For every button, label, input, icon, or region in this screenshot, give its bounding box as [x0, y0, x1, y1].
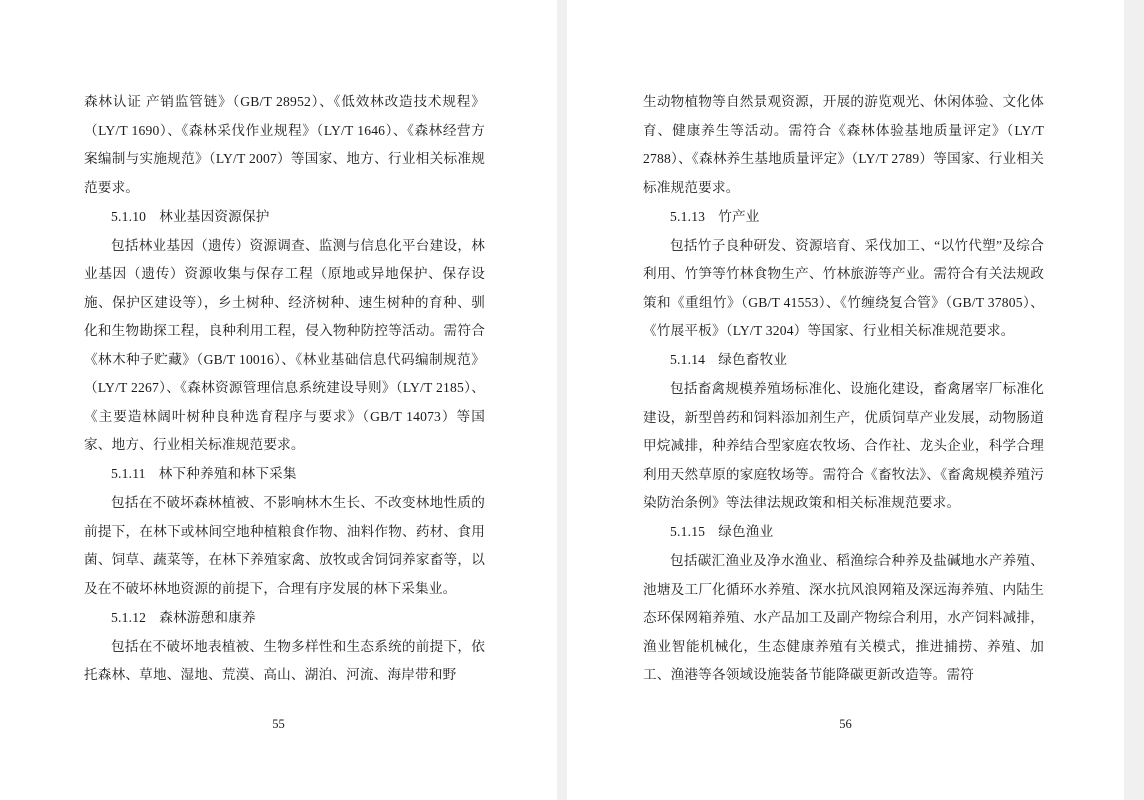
- section-number: 5.1.13: [670, 208, 706, 224]
- paragraph: 包括在不破坏地表植被、生物多样性和生态系统的前提下，依托森林、草地、湿地、荒漠、高山、湖泊、河流、海岸带和野: [84, 638, 485, 682]
- section-number: 5.1.11: [111, 466, 146, 481]
- page-56: [567, 0, 1124, 800]
- paragraph: 包括林业基因（遗传）资源调查、监测与信息化平台建设，林业基因（遗传）资源收集与保存工程（原地或异地保护、保存设施、保护区建设等），乡土树种、经济树种、速生树种的育种、驯化和生物勘探工程，良种利用工程，侵入物种防控等活动。需符合《林木种子贮藏》（GB/T 10016）、《林业基础信息代码编制规范》（LY/T 2267）、《森林资源管理信息系统建设导则》（LY/T 2185）、《主要造林阔叶树种良种选育程序与要求》（GB/T 14073）等国家、地方、行业相关标准规范要求。: [84, 237, 485, 452]
- page-number: 55: [272, 717, 285, 731]
- section-title: 绿色畜牧业: [718, 352, 788, 367]
- section-number: 5.1.15: [670, 524, 706, 539]
- section-heading: [84, 460, 485, 489]
- section-title: 绿色渔业: [718, 524, 774, 539]
- section-number: 5.1.12: [111, 609, 147, 625]
- section-title: 林业基因资源保护: [159, 208, 270, 224]
- section-title: 林下种养殖和林下采集: [158, 466, 297, 481]
- section-number: 5.1.10: [111, 208, 147, 224]
- paragraph: 包括竹子良种研发、资源培育、采伐加工、“以竹代塑”及综合利用、竹笋等竹林食物生产、竹林旅游等产业。需符合有关法规政策和《重组竹》（GB/T 41553）、《竹缠绕复合管》（GB/T 37805）、《竹展平板》（LY/T 3204）等国家、行业相关标准规范要求。: [643, 237, 1044, 338]
- section-heading: [643, 518, 1044, 547]
- paragraph: 包括在不破坏森林植被、不影响林木生长、不改变林地性质的前提下，在林下或林间空地种植粮食作物、油料作物、药材、食用菌、饲草、蔬菜等，在林下养殖家禽、放牧或舍饲饲养家畜等，以及在不破坏林地资源的前提下，合理有序发展的林下采集业。: [84, 495, 485, 596]
- page-55-body: [0, 88, 557, 690]
- section-heading: [84, 604, 485, 633]
- section-number: 5.1.14: [670, 352, 706, 367]
- paragraph: 森林认证 产销监管链》（GB/T 28952）、《低效林改造技术规程》（LY/T 1690）、《森林采伐作业规程》（LY/T 1646）、《森林经营方案编制与实施规范》（LY/T 2007）等国家、地方、行业相关标准规范要求。: [84, 94, 485, 195]
- section-heading: [643, 203, 1044, 232]
- paragraph: 包括碳汇渔业及净水渔业、稻渔综合种养及盐碱地水产养殖、池塘及工厂化循环水养殖、深水抗风浪网箱及深远海养殖、内陆生态环保网箱养殖、水产品加工及副产物综合利用，水产饲料减排，渔业智能机械化，生态健康养殖有关模式，推进捕捞、养殖、加工、渔港等各领域设施装备节能降碳更新改造等。需符: [643, 553, 1044, 682]
- page-55: [0, 0, 557, 800]
- section-heading: [643, 346, 1044, 375]
- section-heading: [84, 203, 485, 232]
- section-title: 森林游憩和康养: [159, 609, 256, 625]
- page-gutter: [557, 0, 567, 800]
- page-number: 56: [839, 717, 852, 731]
- section-title: 竹产业: [718, 208, 760, 224]
- paragraph: 生动物植物等自然景观资源，开展的游览观光、休闲体验、文化体育、健康养生等活动。需符合《森林体验基地质量评定》（LY/T 2788）、《森林养生基地质量评定》（LY/T 2789）等国家、行业相关标准规范要求。: [643, 94, 1044, 195]
- page-56-body: [567, 88, 1124, 690]
- paragraph: 包括畜禽规模养殖场标准化、设施化建设，畜禽屠宰厂标准化建设，新型兽药和饲料添加剂生产，优质饲草产业发展，动物肠道甲烷减排，种养结合型家庭农牧场、合作社、龙头企业，科学合理利用天然草原的家庭牧场等。需符合《畜牧法》、《畜禽规模养殖污染防治条例》等法律法规政策和相关标准规范要求。: [643, 381, 1044, 510]
